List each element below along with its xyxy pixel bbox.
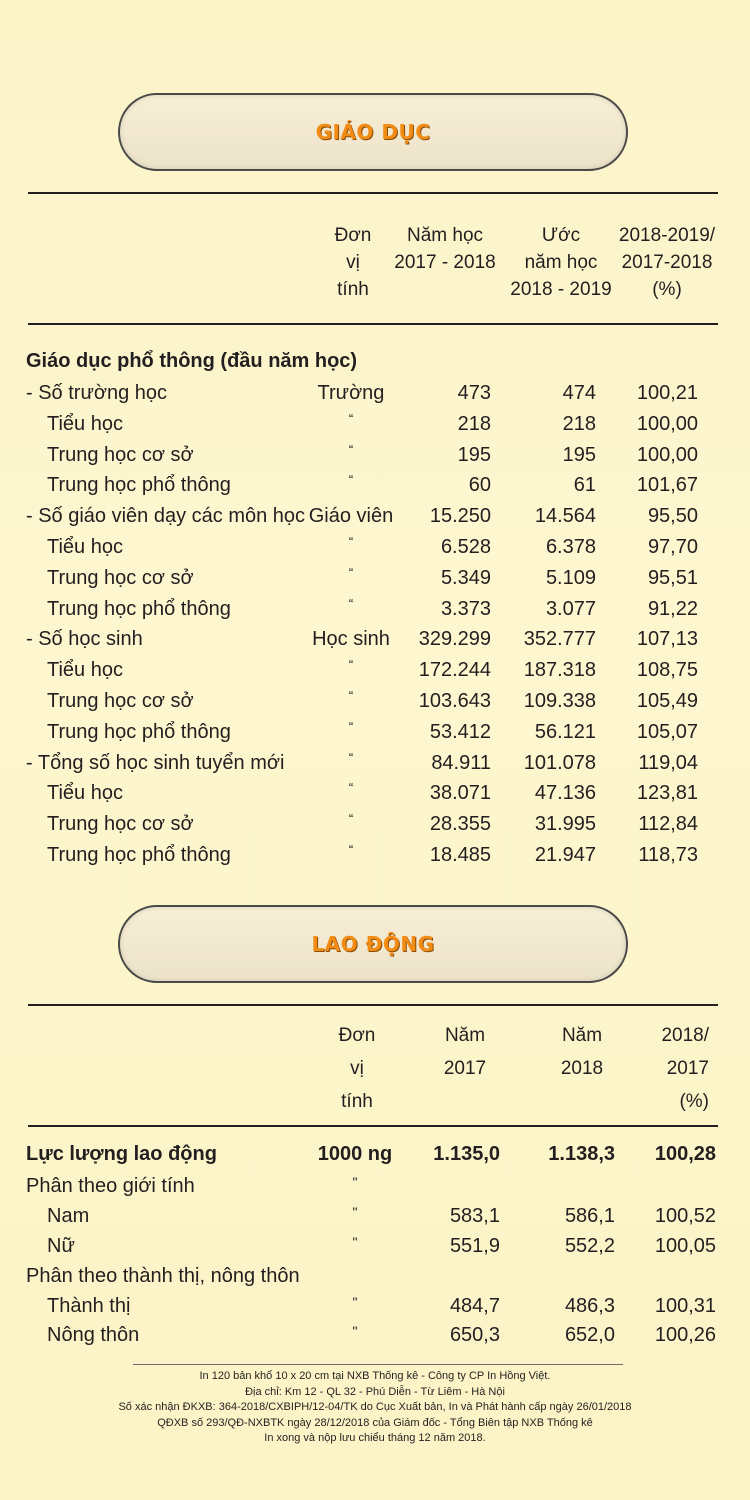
row-label: Tiểu học (47, 782, 123, 805)
table-row (0, 840, 750, 871)
row-value-2018: 586,1 (564, 1205, 615, 1227)
row-percent: 100,52 (654, 1205, 716, 1227)
labor-header-rule (28, 1125, 718, 1127)
table-row (0, 594, 750, 625)
row-label: Tiểu học (47, 536, 123, 558)
row-value-2017: 218 (457, 412, 491, 435)
row-percent: 119,04 (638, 751, 698, 774)
labor-header-unit: Đơn vị tính (338, 1025, 376, 1112)
row-value-2017: 3.373 (440, 597, 491, 620)
education-header-2017: Năm học 2017 - 2018 (394, 225, 496, 273)
table-row (0, 1291, 750, 1322)
row-unit: “ (348, 595, 354, 611)
row-value-2018: 101.078 (523, 751, 596, 774)
table-row (0, 1171, 750, 1202)
table-row (0, 717, 750, 748)
row-value-2017: 38.071 (429, 782, 491, 805)
row-percent: 100,00 (636, 412, 698, 435)
row-percent: 108,75 (636, 659, 698, 682)
row-unit: " (352, 1204, 358, 1220)
table-row (0, 563, 750, 594)
education-header-2018: Ước năm học 2018 - 2019 (510, 225, 612, 300)
row-value-2017: 60 (468, 474, 491, 497)
row-label: - Số trường học (26, 382, 168, 404)
table-row (0, 501, 750, 532)
row-value-2017: 6.528 (440, 536, 491, 558)
row-value-2018: 552,2 (564, 1235, 615, 1257)
row-percent: 118,73 (638, 844, 698, 866)
table-row (0, 624, 750, 655)
row-value-2017: 172.244 (418, 659, 491, 682)
row-label: - Số giáo viên dạy các môn học (26, 505, 306, 528)
row-value-2017: 551,9 (449, 1235, 500, 1257)
footer-line: In xong và nộp lưu chiểu tháng 12 năm 2018. (264, 1432, 486, 1444)
footer-line: QĐXB số 293/QĐ-NXBTK ngày 28/12/2018 của Giám đốc - Tổng Biên tập NXB Thống kê (157, 1416, 593, 1429)
row-value-2017: 1.135,0 (433, 1143, 500, 1165)
labor-top-rule (28, 1004, 718, 1006)
table-row (0, 809, 750, 840)
row-percent: 95,51 (647, 566, 698, 589)
row-label: Trung học phổ thông (47, 844, 231, 866)
table-row (0, 1201, 750, 1232)
row-label: Trung học cơ sở (47, 813, 194, 836)
table-row (0, 1231, 750, 1262)
row-label: Trung học phổ thông (47, 597, 231, 620)
row-value-2017: 329.299 (418, 628, 491, 651)
row-percent: 107,13 (636, 628, 698, 651)
table-row (0, 686, 750, 717)
row-percent: 100,28 (654, 1143, 716, 1165)
labor-title: LAO ĐỘNG (311, 932, 435, 956)
row-value-2018: 3.077 (545, 597, 596, 620)
table-row (0, 440, 750, 471)
row-unit: “ (348, 472, 354, 488)
education-header-rule (28, 323, 718, 325)
row-value-2017: 18.485 (429, 844, 491, 866)
row-value-2017: 583,1 (449, 1205, 500, 1227)
education-title: GIÁO DỤC (315, 120, 431, 144)
row-value-2018: 31.995 (534, 813, 596, 836)
row-label: Tiểu học (47, 659, 123, 682)
row-value-2017: 473 (457, 382, 491, 404)
row-value-2017: 650,3 (449, 1324, 500, 1346)
row-label: Trung học cơ sở (47, 690, 194, 712)
row-label: Nam (47, 1205, 90, 1227)
table-row (0, 655, 750, 686)
row-value-2018: 56.121 (534, 720, 596, 743)
footer-imprint (60, 1369, 690, 1447)
row-value-2017: 5.349 (440, 566, 491, 589)
row-label: Thành thị (47, 1295, 131, 1317)
row-percent: 112,84 (638, 813, 698, 836)
row-unit: " (352, 1323, 358, 1339)
row-value-2018: 6.378 (545, 536, 596, 558)
table-row (0, 1139, 750, 1170)
row-unit: “ (348, 688, 354, 703)
row-unit: " (352, 1234, 358, 1250)
table-row (0, 778, 750, 809)
row-value-2018: 218 (562, 412, 596, 435)
row-unit: “ (348, 410, 354, 426)
footer-rule (133, 1364, 623, 1365)
row-unit: “ (348, 534, 354, 549)
table-row (0, 532, 750, 563)
row-unit: “ (348, 441, 354, 457)
row-unit: " (352, 1174, 358, 1190)
row-value-2017: 195 (457, 443, 491, 466)
row-value-2018: 1.138,3 (548, 1143, 615, 1165)
row-label: Nữ (47, 1235, 75, 1257)
row-value-2017: 84.911 (431, 751, 491, 774)
row-value-2017: 484,7 (449, 1295, 500, 1317)
row-value-2018: 21.947 (534, 844, 596, 866)
labor-header-2018: Năm 2018 (560, 1025, 604, 1079)
row-unit: “ (348, 842, 354, 857)
row-unit: “ (348, 811, 354, 827)
row-label: Phân theo giới tính (26, 1175, 195, 1197)
row-unit: “ (348, 564, 354, 580)
row-value-2018: 652,0 (564, 1324, 615, 1346)
row-value-2018: 474 (562, 382, 596, 404)
row-value-2018: 109.338 (523, 690, 596, 712)
row-percent: 100,31 (654, 1295, 716, 1317)
row-percent: 100,05 (654, 1235, 716, 1257)
row-value-2018: 47.136 (534, 782, 596, 805)
row-value-2017: 103.643 (418, 690, 491, 712)
row-value-2017: 15.250 (429, 505, 491, 528)
table-row (0, 378, 750, 409)
row-label: Lực lượng lao động (26, 1143, 217, 1165)
footer-line: Địa chỉ: Km 12 - QL 32 - Phú Diễn - Từ Liêm - Hà Nội (245, 1385, 505, 1398)
table-row (0, 748, 750, 779)
row-percent: 100,00 (636, 443, 698, 466)
row-value-2017: 53.412 (429, 720, 491, 743)
row-value-2018: 61 (573, 474, 596, 497)
row-percent: 101,67 (636, 474, 698, 497)
table-row (0, 470, 750, 501)
row-unit: “ (348, 718, 354, 734)
row-value-2018: 486,3 (564, 1295, 615, 1317)
row-value-2018: 14.564 (534, 505, 596, 528)
row-percent: 95,50 (647, 505, 698, 528)
row-value-2018: 5.109 (545, 566, 596, 589)
row-label: Phân theo thành thị, nông thôn (26, 1265, 300, 1287)
row-percent: 105,49 (636, 690, 698, 712)
education-top-rule (28, 192, 718, 194)
education-header-pct: 2018-2019/ 2017-2018 (%) (618, 225, 716, 300)
row-value-2017: 28.355 (429, 813, 491, 836)
row-label: Trung học cơ sở (47, 566, 194, 589)
row-label: Trung học phổ thông (47, 474, 231, 497)
row-percent: 100,21 (636, 382, 698, 404)
education-section-title: Giáo dục phổ thông (đầu năm học) (26, 350, 358, 372)
row-value-2018: 195 (562, 443, 596, 466)
row-unit: “ (348, 657, 354, 673)
row-percent: 123,81 (636, 782, 698, 805)
row-value-2018: 352.777 (523, 628, 596, 651)
table-row (0, 1261, 750, 1292)
row-percent: 105,07 (636, 720, 698, 743)
table-row (0, 1320, 750, 1351)
row-unit: Trường (317, 382, 385, 404)
labor-header-2017: Năm 2017 (443, 1025, 487, 1079)
row-unit: “ (348, 749, 354, 765)
row-unit: “ (348, 780, 354, 796)
row-unit: Giáo viên (308, 505, 394, 528)
footer-line: In 120 bản khổ 10 x 20 cm tại NXB Thống kê - Công ty CP In Hồng Việt. (199, 1370, 551, 1382)
row-label: Nông thôn (47, 1324, 140, 1346)
row-percent: 100,26 (654, 1324, 716, 1346)
row-label: - Tổng số học sinh tuyển mới (26, 751, 285, 774)
row-label: Tiểu học (47, 412, 123, 435)
footer-line: Số xác nhận ĐKXB: 364-2018/CXBIPH/12-04/TK do Cục Xuất bản, In và Phát hành cấp ngày 26/01/2018 (118, 1401, 632, 1413)
row-label: Trung học phổ thông (47, 720, 231, 743)
row-label: - Số học sinh (26, 628, 143, 651)
row-percent: 91,22 (647, 597, 698, 620)
education-banner (118, 93, 628, 171)
row-unit: " (352, 1294, 358, 1310)
row-percent: 97,70 (647, 536, 698, 558)
row-value-2018: 187.318 (523, 659, 596, 682)
row-label: Trung học cơ sở (47, 443, 194, 466)
row-unit: Học sinh (312, 628, 390, 651)
education-header-unit: Đơn vị tính (334, 225, 372, 300)
labor-header-pct: 2018/ 2017 (%) (661, 1025, 709, 1112)
labor-banner (118, 905, 628, 983)
table-row (0, 409, 750, 440)
row-unit: 1000 ng (317, 1143, 393, 1165)
